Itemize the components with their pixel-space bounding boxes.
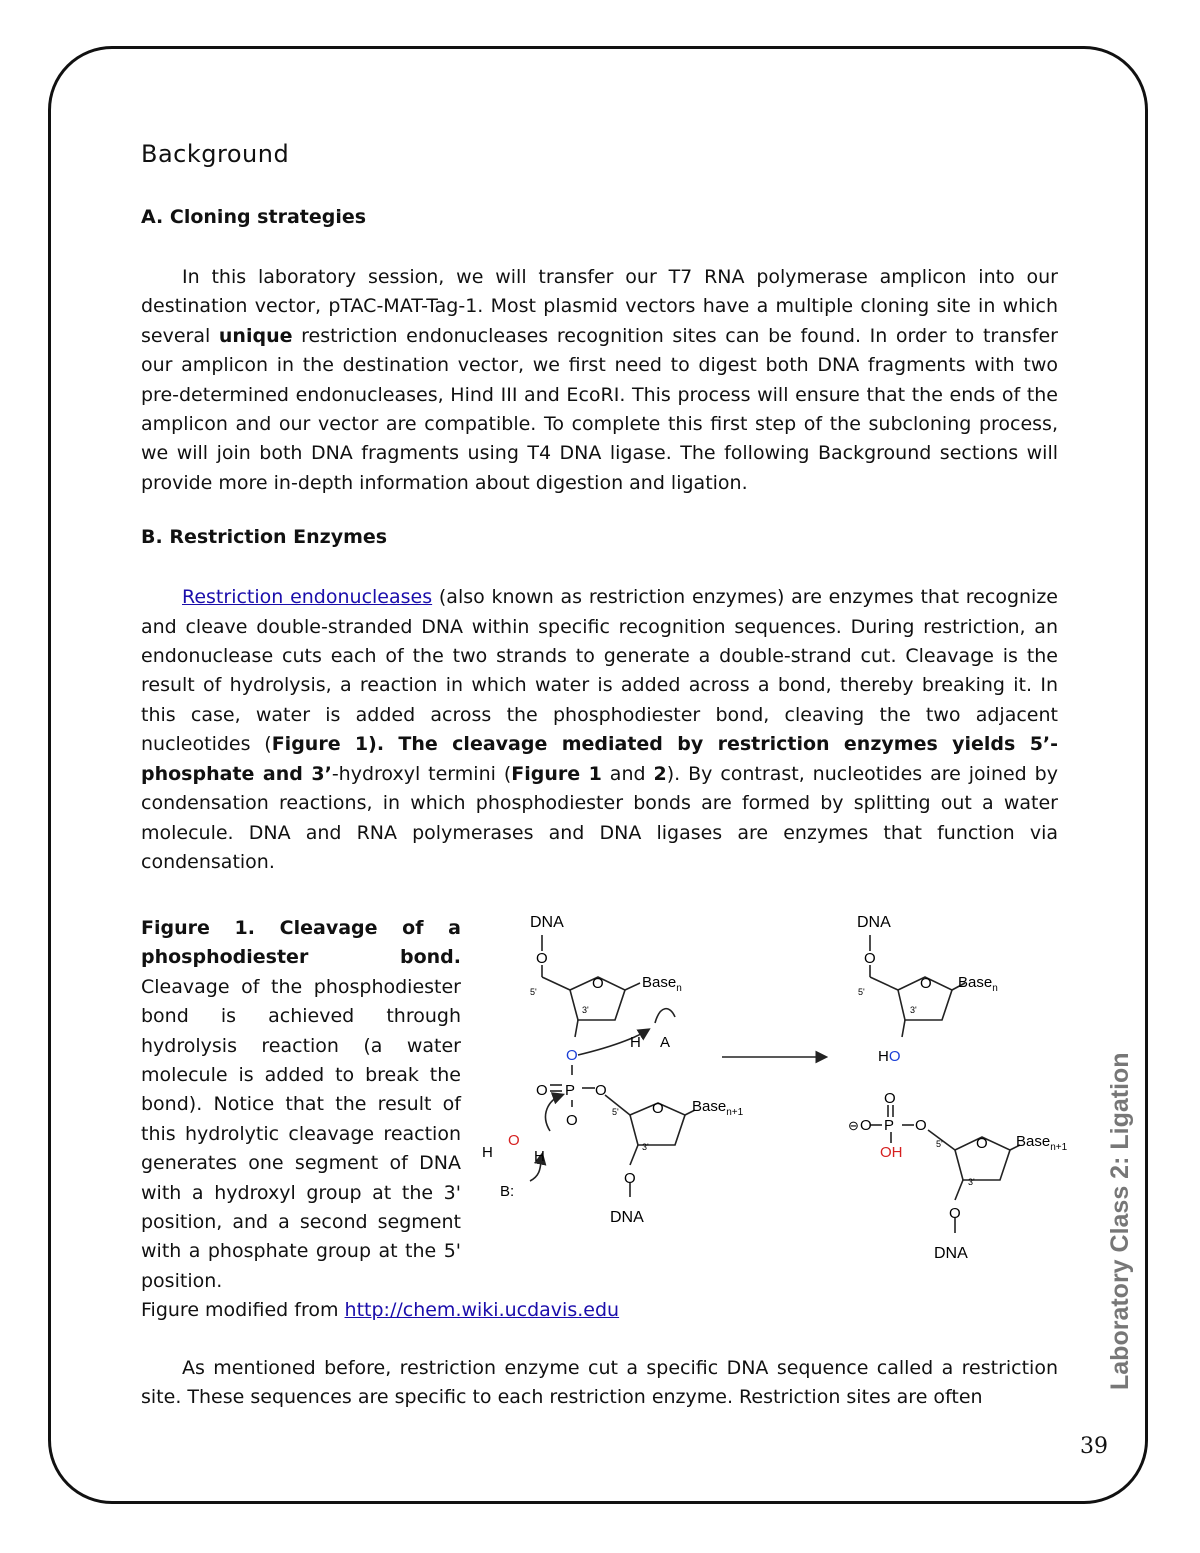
dna-label-bottom-right: DNA [934,1245,968,1262]
page-heading: Background [141,140,290,168]
ring-o-atom-right: O [920,975,932,992]
phosphate-o-bottom: O [566,1112,578,1129]
base-b-label: B: [500,1183,515,1200]
water-o-atom: O [508,1132,520,1149]
dna-label-right: DNA [857,914,891,931]
water-h-left: H [482,1144,493,1161]
h-label: H [630,1034,641,1051]
three-prime-label-right-2: 3' [968,1177,975,1187]
section-b-paragraph: Restriction endonucleases (also known as restriction enzymes) are enzymes that recognize and cleave double-stranded DNA within specific recognition sequences. During restriction, an endonuclease cuts each of the two strands to generate a double-strand cut. Cleavage is the result of hydrolysis, a reaction in which water is added across a bond, thereby breaking it. In this case, water is added across the phosphodiester bond, cleaving the two adjacent nucleotides (Figure 1). The cleavage mediated by restriction enzymes yields 5’-phosphate and 3’-hydroxyl termini (Figure 1 and 2). By contrast, nucleotides are joined by condensation reactions, in which phosphodiester bonds are formed by splitting out a water molecule. DNA and RNA polymerases and DNA ligases are enzymes that function via condensation. [141,586,1059,873]
figure-source: Figure modified from http://chem.wiki.ucdavis.edu [141,1299,620,1321]
phosphate-o-left-right: O [860,1117,872,1134]
o-atom-bottom-right: O [949,1205,961,1222]
hydroxyl-label: HO [878,1048,901,1065]
base-n1-label: Base$_{n+1}$ [692,1098,744,1118]
o-atom-bottom: O [624,1170,636,1187]
three-prime-label-right: 3' [910,1005,917,1015]
phosphate-o-right: O [595,1082,607,1099]
three-prime-label-2: 3' [642,1142,649,1152]
main-content [141,140,1058,877]
figure-source-link[interactable]: http://chem.wiki.ucdavis.edu [344,1299,620,1321]
figure-caption: Figure 1. Cleavage of a phosphodiester bond. Cleavage of the phosphodiester bond is achieved through hydrolysis reaction (a water molecule is added to break the bond). Notice that the result of this hydrolytic cleavage reaction generates one segment of DNA with a hydroxyl group at the 3' position, and a second segment with a phosphate group at the 5' position. [141,917,461,1292]
section-a-title: A. Cloning strategies [141,206,367,228]
bridging-o-atom: O [566,1047,578,1064]
dna-label-bottom: DNA [610,1209,644,1226]
phosphorus-atom-right: P [884,1117,895,1134]
page-number: 39 [1080,1434,1108,1459]
base-n-label: Base$_n$ [642,974,682,994]
negative-charge: ⊖ [848,1118,859,1133]
closing-paragraph: As mentioned before, restriction enzyme cut a specific DNA sequence called a restriction site. These sequences are specific to each restriction enzyme. Restriction sites are often [141,1357,1058,1409]
three-prime-label: 3' [582,1005,589,1015]
phosphate-o-right-right: O [915,1117,927,1134]
o-atom: O [536,950,548,967]
five-prime-label-right: 5' [858,987,865,997]
phosphate-o-top-right: O [884,1090,896,1107]
dna-label: DNA [530,914,564,931]
five-prime-label-2: 5' [612,1107,619,1117]
five-prime-label-right-2: 5' [936,1139,943,1149]
closing-paragraph-wrap [141,1354,1058,1413]
phosphate-oh-label: OH [880,1144,903,1161]
ring-o-atom-2: O [652,1100,664,1117]
base-n1-label-right: Base$_{n+1}$ [1016,1133,1068,1153]
phosphorus-atom: P [565,1082,576,1099]
o-atom-right: O [864,950,876,967]
base-n-label-right: Base$_n$ [958,974,998,994]
side-label: Laboratory Class 2: Ligation [1106,1052,1134,1390]
water-h-right: H [534,1148,545,1165]
phosphodiester-cleavage-diagram [470,905,1090,1275]
a-label: A [660,1034,671,1051]
phosphate-o-left: O [536,1082,548,1099]
ring-o-atom-right-2: O [976,1135,988,1152]
section-a-paragraph: In this laboratory session, we will transfer our T7 RNA polymerase amplicon into our destination vector, pTAC-MAT-Tag-1. Most plasmid vectors have a multiple cloning site in which several unique restriction endonucleases recognition sites can be found. In order to transfer our amplicon in the destination vector, we first need to digest both DNA fragments with two pre-determined endonucleases, Hind III and EcoRI. This process will ensure that the ends of the amplicon and our vector are compatible. To complete this first step of the subcloning process, we will join both DNA fragments using T4 DNA ligase. The following Background sections will provide more in-depth information about digestion and ligation. [141,266,1058,494]
ring-o-atom: O [592,975,604,992]
five-prime-label: 5' [530,987,537,997]
restriction-endonucleases-link[interactable]: Restriction endonucleases [182,586,433,609]
section-b-title: B. Restriction Enzymes [141,526,388,549]
